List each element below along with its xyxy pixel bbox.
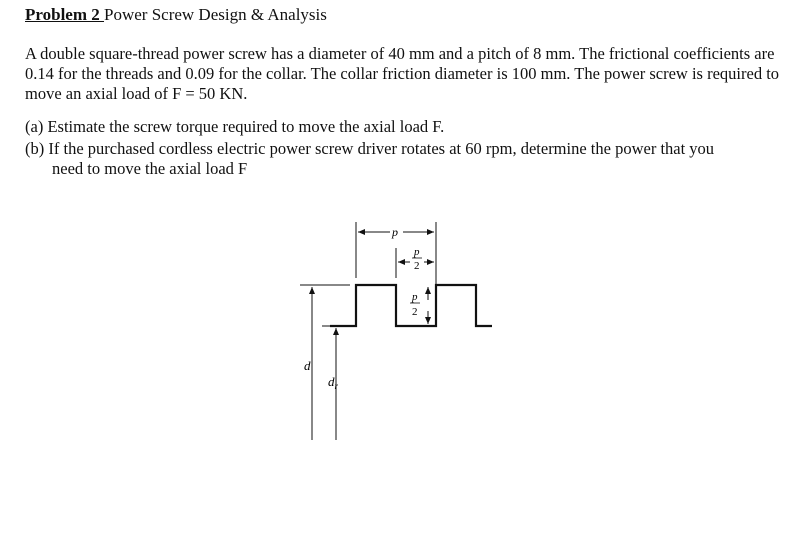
problem-title: Power Screw Design & Analysis [104, 5, 327, 24]
question-b: (b) If the purchased cordless electric power screw driver rotates at 60 rpm, determine the power that you [25, 139, 715, 158]
depth-den: 2 [412, 306, 418, 318]
minor-diameter-label: $d_r$ [328, 374, 339, 391]
problem-number: Problem 2 [25, 5, 105, 24]
question-b-continued: need to move the axial load F [52, 159, 248, 178]
thread-profile [330, 285, 492, 326]
depth-num: p [412, 291, 418, 303]
half-width-den: 2 [414, 260, 420, 272]
question-a: (a) Estimate the screw torque required to move the axial load F. [25, 117, 445, 136]
problem-statement: A double square-thread power screw has a diameter of 40 mm and a pitch of 8 mm. The frictional coefficients are 0.14 for the threads and 0.09 for the collar. The collar friction diameter is 100 mm. The power screw is required to move an axial load of F = 50 KN. [25, 44, 780, 103]
half-width-num: p [414, 246, 420, 258]
major-diameter-label: d [304, 358, 311, 373]
pitch-label: p [392, 225, 398, 239]
